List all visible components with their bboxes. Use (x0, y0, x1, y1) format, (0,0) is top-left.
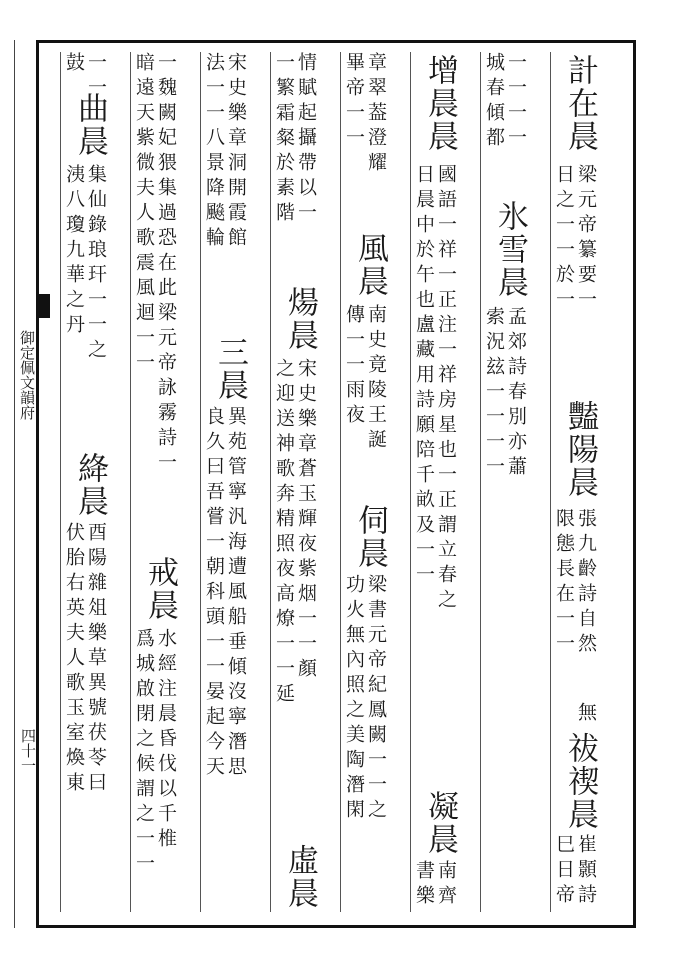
headword: 祓禊晨 (562, 732, 598, 831)
annotation-right-line: 集仙錄琅玕一一之 (85, 164, 107, 364)
headword: 豔陽晨 (562, 400, 598, 499)
annotation-left-line: 巳日帝 (553, 834, 575, 909)
annotation-right-line: 一魏闕妃猥集過恐在此梁元帝詠霧詩一 (155, 52, 177, 477)
annotation-left-line: 畢帝一一 (343, 52, 365, 152)
annotation-right-line: 異苑管寧汎海遭風船垂傾沒寧潛思 (225, 406, 247, 781)
headword: 伺晨 (352, 504, 388, 570)
annotation-right-line: 梁元帝纂要一 (575, 164, 597, 314)
annotation-right-line: 梁書元帝紀鳳闕一一之 (365, 574, 387, 824)
annotation-right-line: 一一 (85, 52, 107, 102)
text-column (410, 52, 477, 912)
annotation-left-line: 城春傾都 (483, 52, 505, 152)
annotation-left-line: 良久曰吾嘗一朝科頭一一晏起今天 (203, 406, 225, 781)
text-column (340, 52, 407, 912)
annotation-left-line: 爲城啟閉之候謂之一一 (133, 628, 155, 878)
annotation-right-line: 酉陽雜俎樂草異號茯苓曰 (85, 522, 107, 797)
headword: 風晨 (352, 232, 388, 298)
annotation-left-line: 功火無內照之美陶潛閑 (343, 574, 365, 824)
headword: 凝晨 (422, 790, 458, 856)
text-column (480, 52, 547, 912)
annotation-left-line: 索況玆一一一一 (483, 306, 505, 481)
headword: 三晨 (212, 336, 248, 402)
annotation-right-line: 張九齡詩自然 (575, 508, 597, 658)
annotation-left-line: 日之一一於一 (553, 164, 575, 314)
headword: 增晨晨 (422, 54, 458, 153)
annotation-right-line: 國語一祥一正注一祥房星也一正謂立春之 (435, 164, 457, 614)
book-title: 御定佩文韻府 (18, 330, 36, 420)
annotation-text: 無 (575, 702, 597, 727)
annotation-left-line: 一繁霜粲於素階 (273, 52, 295, 227)
annotation-right-line: 水經注晨昏伐以千椎 (155, 628, 177, 853)
annotation-left-line: 洟八瓊九華之丹 (63, 164, 85, 339)
annotation-right-line: 孟郊詩春別亦蕭 (505, 306, 527, 481)
annotation-text: 一一一一 (505, 52, 527, 152)
text-column (550, 52, 617, 912)
annotation-left-line: 之迎送神歌奔精照夜高燎一一延 (273, 358, 295, 708)
annotation-right-line: 南齊 (435, 860, 457, 910)
headword: 計在晨 (562, 54, 598, 153)
annotation-left-line: 伏胎右英夫人歌玉室煥東 (63, 522, 85, 797)
page-number: 四十一 (19, 728, 37, 773)
text-column (270, 52, 337, 912)
annotation-left-line: 限態長在一一 (553, 508, 575, 658)
annotation-left-line: 傳一一雨夜 (343, 304, 365, 429)
text-column (200, 52, 267, 912)
text-column (130, 52, 197, 912)
annotation-right-line: 宋史樂章洞開霞館 (225, 52, 247, 252)
annotation-right-line: 南史竟陵王誕 (365, 304, 387, 454)
annotation-right-line: 崔顥詩 (575, 834, 597, 909)
book-margin (0, 40, 36, 928)
headword: 戒晨 (142, 556, 178, 622)
headword: 曲晨 (72, 92, 108, 158)
annotation-right-line: 情賦起攝帶以一 (295, 52, 317, 227)
annotation-right-line: 章翠葢澄耀 (365, 52, 387, 177)
annotation-left-line: 書樂 (413, 860, 435, 910)
annotation-left-line: 法一一八景降飈輪 (203, 52, 225, 252)
text-column (60, 52, 127, 912)
annotation-left-line: 鼓 (63, 52, 85, 77)
margin-rule (14, 40, 15, 928)
headword: 虛晨 (282, 844, 318, 910)
headword: 絳晨 (72, 452, 108, 518)
annotation-left-line: 暗遠天紫微夫人歌震風迴一一 (133, 52, 155, 377)
annotation-right-line: 宋史樂章蒼玉輝夜紫烟一一顏 (295, 358, 317, 683)
annotation-left-line: 日晨中於午也盧藏用詩願陪千畝及一一 (413, 164, 435, 589)
headword: 煬晨 (282, 286, 318, 352)
headword: 氷雪晨 (492, 200, 528, 299)
